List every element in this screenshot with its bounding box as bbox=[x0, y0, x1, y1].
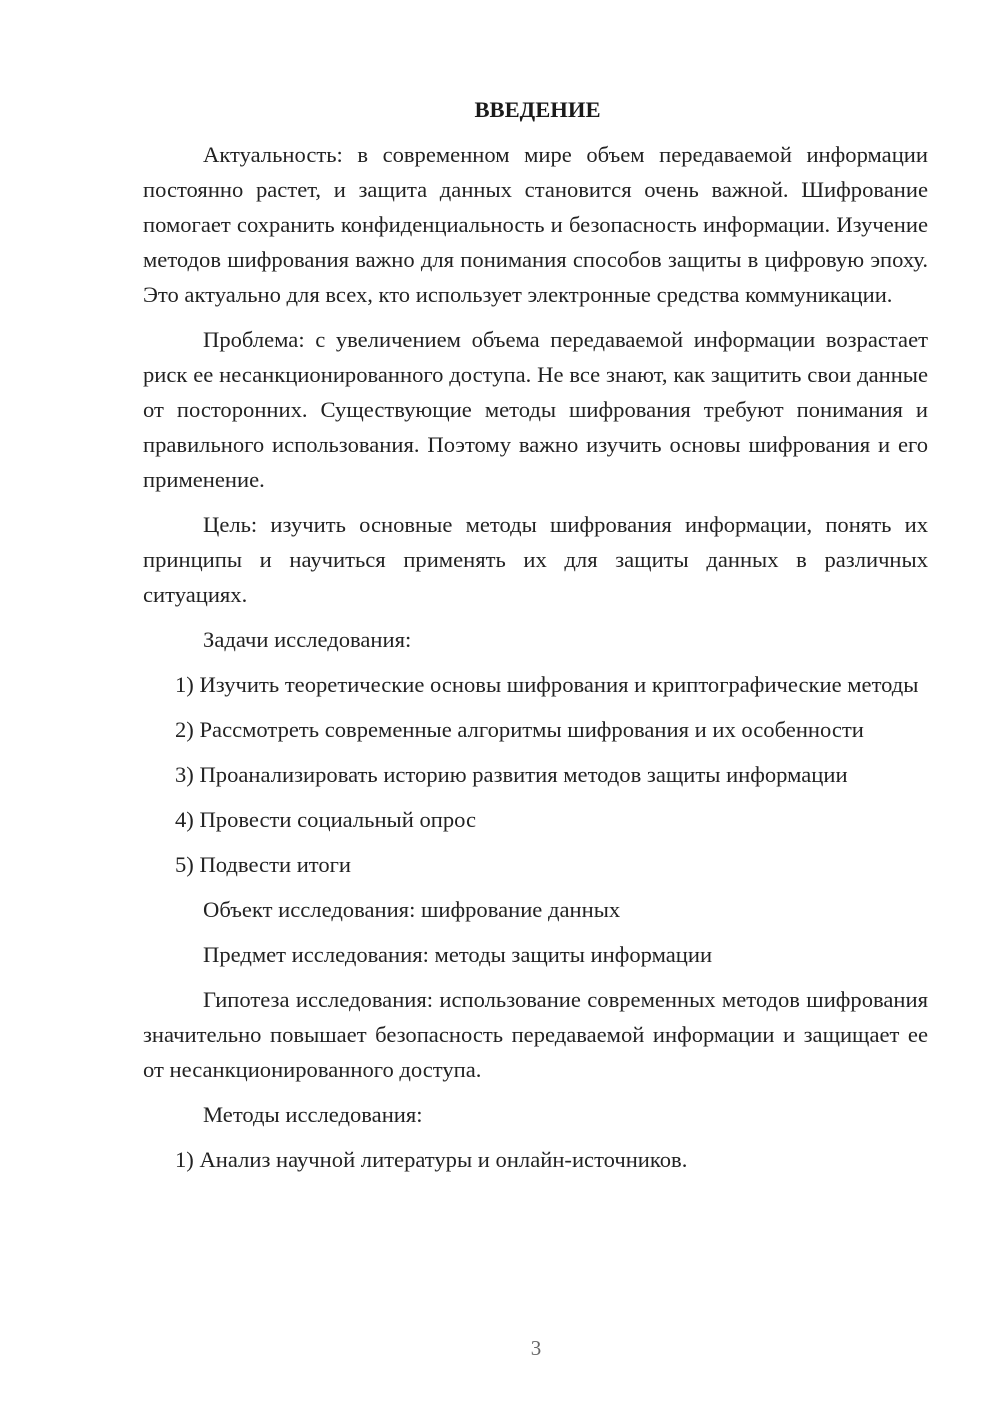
goal-paragraph: Цель: изучить основные методы шифрования информации, понять их принципы и научиться применять их для защиты данных в различных ситуациях. bbox=[143, 512, 928, 607]
task-item: 5) Подвести итоги bbox=[175, 852, 352, 877]
task-item: 3) Проанализировать историю развития методов защиты информации bbox=[175, 762, 848, 787]
method-item: 1) Анализ научной литературы и онлайн-источников. bbox=[175, 1147, 688, 1172]
hypothesis-paragraph: Гипотеза исследования: использование современных методов шифрования значительно повышает безопасность передаваемой информации и защищает ее от несанкционированного доступа. bbox=[143, 987, 928, 1082]
task-item: 4) Провести социальный опрос bbox=[175, 807, 477, 832]
methods-heading: Методы исследования: bbox=[203, 1102, 423, 1127]
object-line: Объект исследования: шифрование данных bbox=[203, 897, 621, 922]
tasks-heading: Задачи исследования: bbox=[203, 627, 412, 652]
task-item: 2) Рассмотреть современные алгоритмы шифрования и их особенности bbox=[175, 717, 864, 742]
problem-paragraph: Проблема: с увеличением объема передаваемой информации возрастает риск ее несанкционированного доступа. Не все знают, как защитить свои данные от посторонних. Существующие методы шифрования требуют понимания и правильного использования. Поэтому важно изучить основы шифрования и его применение. bbox=[143, 327, 928, 492]
subject-line: Предмет исследования: методы защиты информации bbox=[203, 942, 713, 967]
page-content bbox=[143, 92, 928, 1187]
page-title: ВВЕДЕНИЕ bbox=[474, 97, 601, 122]
relevance-paragraph: Актуальность: в современном мире объем передаваемой информации постоянно растет, и защита данных становится очень важной. Шифрование помогает сохранить конфиденциальность и безопасность информации. Изучение методов шифрования важно для понимания способов защиты в цифровую эпоху. Это актуально для всех, кто использует электронные средства коммуникации. bbox=[143, 142, 928, 307]
page-number: 3 bbox=[530, 1336, 542, 1360]
task-item: 1) Изучить теоретические основы шифрования и криптографические методы bbox=[175, 672, 919, 697]
